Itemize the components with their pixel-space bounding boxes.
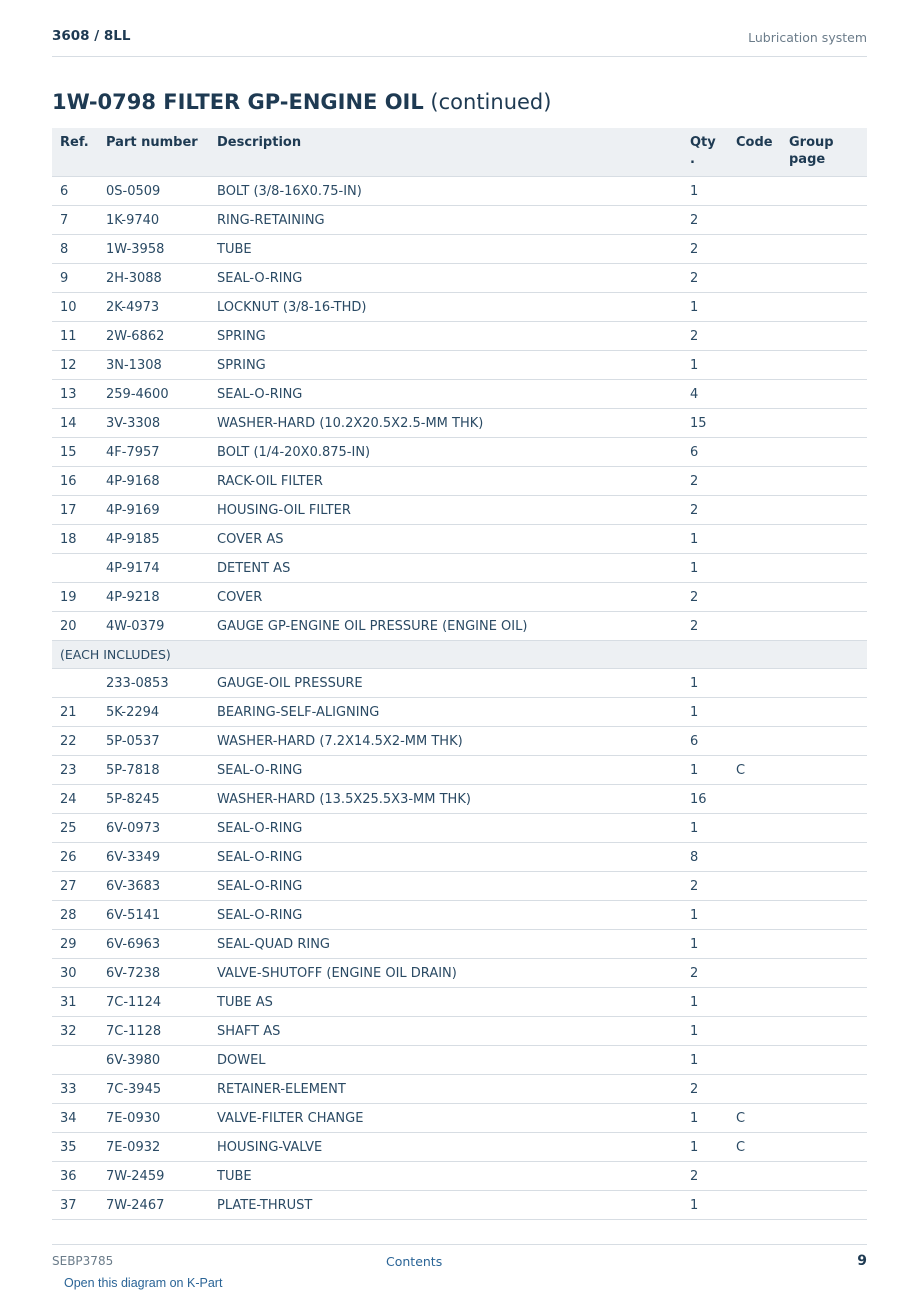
description-cell: GAUGE-OIL PRESSURE [209,669,682,698]
table-row [52,698,867,727]
part-number-cell: 6V-5141 [98,901,209,930]
ref-cell: 30 [52,959,98,988]
qty-cell: 1 [682,293,728,322]
ref-cell: 31 [52,988,98,1017]
description-cell: HOUSING-VALVE [209,1133,682,1162]
part-number-cell: 2H-3088 [98,264,209,293]
table-row [52,756,867,785]
part-number-cell: 5P-0537 [98,727,209,756]
group-page-cell [781,785,867,814]
group-page-cell [781,612,867,641]
ref-cell: 20 [52,612,98,641]
code-cell [728,930,781,959]
description-cell: SEAL-O-RING [209,264,682,293]
table-row [52,901,867,930]
ref-cell: 12 [52,351,98,380]
ref-cell: 24 [52,785,98,814]
code-cell [728,988,781,1017]
table-row [52,1017,867,1046]
code-cell: C [728,1133,781,1162]
code-cell [728,583,781,612]
qty-cell: 2 [682,496,728,525]
part-number-cell: 0S-0509 [98,177,209,206]
col-header-group-page: Group page [781,128,867,177]
part-number-cell: 4P-9174 [98,554,209,583]
title-part-name: 1W-0798 FILTER GP-ENGINE OIL [52,90,424,114]
qty-cell: 2 [682,1162,728,1191]
description-cell: SEAL-O-RING [209,872,682,901]
code-cell [728,1162,781,1191]
qty-cell: 2 [682,467,728,496]
group-page-cell [781,583,867,612]
parts-table [52,128,867,1220]
qty-cell: 1 [682,988,728,1017]
group-page-cell [781,1104,867,1133]
code-cell [728,872,781,901]
code-cell [728,177,781,206]
description-cell: VALVE-SHUTOFF (ENGINE OIL DRAIN) [209,959,682,988]
col-header-qty: Qty . [682,128,728,177]
description-cell: DETENT AS [209,554,682,583]
code-cell [728,206,781,235]
ref-cell: 10 [52,293,98,322]
part-number-cell: 7C-1128 [98,1017,209,1046]
page-footer [52,1244,867,1275]
qty-cell: 16 [682,785,728,814]
code-cell [728,669,781,698]
group-page-cell [781,843,867,872]
part-number-cell: 7W-2467 [98,1191,209,1220]
col-header-part-number: Part number [98,128,209,177]
description-cell: RING-RETAINING [209,206,682,235]
ref-cell [52,554,98,583]
qty-cell: 1 [682,1046,728,1075]
group-page-cell [781,988,867,1017]
part-number-cell: 4W-0379 [98,612,209,641]
part-number-cell: 7W-2459 [98,1162,209,1191]
part-number-cell: 6V-7238 [98,959,209,988]
table-row [52,206,867,235]
table-row [52,814,867,843]
ref-cell: 28 [52,901,98,930]
group-page-cell [781,1162,867,1191]
part-number-cell: 2W-6862 [98,322,209,351]
group-page-cell [781,293,867,322]
code-cell [728,467,781,496]
part-number-cell: 4P-9185 [98,525,209,554]
model-label: 3608 / 8LL [52,28,131,44]
qty-cell: 2 [682,872,728,901]
code-cell [728,409,781,438]
code-cell [728,264,781,293]
group-page-cell [781,1133,867,1162]
table-header-row [52,128,867,177]
code-cell [728,843,781,872]
part-number-cell: 4P-9168 [98,467,209,496]
qty-cell: 2 [682,206,728,235]
part-number-cell: 7C-1124 [98,988,209,1017]
table-row [52,1046,867,1075]
description-cell: SHAFT AS [209,1017,682,1046]
description-cell: SEAL-O-RING [209,814,682,843]
description-cell: WASHER-HARD (10.2X20.5X2.5-MM THK) [209,409,682,438]
group-page-cell [781,409,867,438]
part-number-cell: 6V-0973 [98,814,209,843]
qty-cell: 15 [682,409,728,438]
qty-cell: 1 [682,351,728,380]
table-row [52,554,867,583]
part-number-cell: 4F-7957 [98,438,209,467]
part-number-cell: 259-4600 [98,380,209,409]
code-cell [728,322,781,351]
table-row [52,872,867,901]
description-cell: BEARING-SELF-ALIGNING [209,698,682,727]
code-cell [728,1075,781,1104]
title-continued: (continued) [423,90,552,114]
qty-cell: 1 [682,698,728,727]
qty-cell: 2 [682,959,728,988]
group-page-cell [781,235,867,264]
qty-cell: 2 [682,235,728,264]
group-page-cell [781,264,867,293]
code-cell [728,1017,781,1046]
qty-cell: 1 [682,1017,728,1046]
code-cell [728,525,781,554]
code-cell [728,785,781,814]
page-header [52,28,867,57]
ref-cell: 13 [52,380,98,409]
ref-cell: 17 [52,496,98,525]
qty-cell: 1 [682,814,728,843]
table-row [52,959,867,988]
group-page-cell [781,1191,867,1220]
qty-cell: 2 [682,612,728,641]
qty-cell: 8 [682,843,728,872]
part-number-cell: 7E-0930 [98,1104,209,1133]
ref-cell: 14 [52,409,98,438]
qty-cell: 6 [682,438,728,467]
includes-note: (EACH INCLUDES) [52,641,867,669]
col-header-code: Code [728,128,781,177]
qty-cell: 2 [682,583,728,612]
qty-cell: 1 [682,525,728,554]
table-row [52,496,867,525]
ref-cell: 8 [52,235,98,264]
table-row [52,1133,867,1162]
code-cell [728,901,781,930]
part-number-cell: 233-0853 [98,669,209,698]
description-cell: BOLT (1/4-20X0.875-IN) [209,438,682,467]
description-cell: PLATE-THRUST [209,1191,682,1220]
ref-cell: 34 [52,1104,98,1133]
part-number-cell: 7C-3945 [98,1075,209,1104]
group-page-cell [781,177,867,206]
description-cell: SPRING [209,322,682,351]
table-row [52,785,867,814]
table-row [52,438,867,467]
col-header-ref: Ref. [52,128,98,177]
ref-cell: 36 [52,1162,98,1191]
group-page-cell [781,756,867,785]
ref-cell: 7 [52,206,98,235]
contents-link[interactable]: Contents [386,1254,443,1269]
table-row [52,380,867,409]
qty-cell: 4 [682,380,728,409]
description-cell: RACK-OIL FILTER [209,467,682,496]
part-number-cell: 3N-1308 [98,351,209,380]
code-cell [728,235,781,264]
group-page-cell [781,872,867,901]
qty-cell: 1 [682,1191,728,1220]
ref-cell: 26 [52,843,98,872]
ref-cell: 35 [52,1133,98,1162]
part-number-cell: 5K-2294 [98,698,209,727]
qty-cell: 1 [682,669,728,698]
table-row [52,583,867,612]
ref-cell: 32 [52,1017,98,1046]
qty-cell: 1 [682,554,728,583]
description-cell: SEAL-O-RING [209,843,682,872]
description-cell: VALVE-FILTER CHANGE [209,1104,682,1133]
group-page-cell [781,698,867,727]
table-row [52,177,867,206]
group-page-cell [781,525,867,554]
table-row [52,351,867,380]
group-page-cell [781,814,867,843]
table-row [52,264,867,293]
table-row [52,1162,867,1191]
table-row [52,1104,867,1133]
description-cell: TUBE AS [209,988,682,1017]
description-cell: GAUGE GP-ENGINE OIL PRESSURE (ENGINE OIL) [209,612,682,641]
table-body [52,177,867,1220]
table-row [52,467,867,496]
description-cell: COVER AS [209,525,682,554]
table-row [52,525,867,554]
table-row [52,409,867,438]
table-row [52,1075,867,1104]
description-cell: TUBE [209,235,682,264]
group-page-cell [781,496,867,525]
part-number-cell: 6V-3683 [98,872,209,901]
description-cell: WASHER-HARD (7.2X14.5X2-MM THK) [209,727,682,756]
description-cell: HOUSING-OIL FILTER [209,496,682,525]
page-title [52,90,551,114]
group-page-cell [781,438,867,467]
code-cell [728,438,781,467]
qty-cell: 1 [682,1104,728,1133]
part-number-cell: 1K-9740 [98,206,209,235]
table-row [52,235,867,264]
group-page-cell [781,930,867,959]
code-cell [728,727,781,756]
table-row [52,612,867,641]
qty-cell: 2 [682,264,728,293]
ref-cell: 29 [52,930,98,959]
code-cell [728,1046,781,1075]
ref-cell: 15 [52,438,98,467]
ref-cell: 6 [52,177,98,206]
group-page-cell [781,467,867,496]
qty-cell: 6 [682,727,728,756]
group-page-cell [781,554,867,583]
description-cell: SEAL-O-RING [209,756,682,785]
ref-cell: 25 [52,814,98,843]
description-cell: SPRING [209,351,682,380]
description-cell: SEAL-QUAD RING [209,930,682,959]
part-number-cell: 3V-3308 [98,409,209,438]
group-page-cell [781,727,867,756]
part-number-cell: 1W-3958 [98,235,209,264]
code-cell: C [728,1104,781,1133]
table-row [52,930,867,959]
description-cell: BOLT (3/8-16X0.75-IN) [209,177,682,206]
table-row [52,727,867,756]
table-row [52,1191,867,1220]
part-number-cell: 5P-7818 [98,756,209,785]
ref-cell: 16 [52,467,98,496]
ref-cell: 11 [52,322,98,351]
description-cell: SEAL-O-RING [209,380,682,409]
code-cell [728,814,781,843]
description-cell: RETAINER-ELEMENT [209,1075,682,1104]
code-cell [728,351,781,380]
description-cell: COVER [209,583,682,612]
qty-cell: 1 [682,177,728,206]
document-id: SEBP3785 [52,1254,114,1268]
part-number-cell: 5P-8245 [98,785,209,814]
part-number-cell: 7E-0932 [98,1133,209,1162]
table-row [52,988,867,1017]
qty-cell: 1 [682,901,728,930]
code-cell [728,1191,781,1220]
ref-cell: 18 [52,525,98,554]
code-cell [728,698,781,727]
page-number: 9 [857,1253,867,1269]
ref-cell: 9 [52,264,98,293]
table-row [52,322,867,351]
part-number-cell: 6V-6963 [98,930,209,959]
ref-cell [52,669,98,698]
group-page-cell [781,1017,867,1046]
description-cell: SEAL-O-RING [209,901,682,930]
ref-cell: 19 [52,583,98,612]
qty-cell: 1 [682,1133,728,1162]
description-cell: DOWEL [209,1046,682,1075]
code-cell: C [728,756,781,785]
table-row [52,843,867,872]
col-header-description: Description [209,128,682,177]
qty-cell: 2 [682,1075,728,1104]
ref-cell: 37 [52,1191,98,1220]
ref-cell: 21 [52,698,98,727]
section-label: Lubrication system [748,30,867,45]
group-page-cell [781,206,867,235]
qty-cell: 2 [682,322,728,351]
group-page-cell [781,380,867,409]
ref-cell: 33 [52,1075,98,1104]
description-cell: TUBE [209,1162,682,1191]
ref-cell: 27 [52,872,98,901]
group-page-cell [781,1075,867,1104]
ref-cell [52,1046,98,1075]
description-cell: WASHER-HARD (13.5X25.5X3-MM THK) [209,785,682,814]
group-page-cell [781,1046,867,1075]
part-number-cell: 6V-3980 [98,1046,209,1075]
code-cell [728,293,781,322]
code-cell [728,554,781,583]
group-page-cell [781,669,867,698]
code-cell [728,612,781,641]
includes-note-row [52,641,867,669]
ref-cell: 22 [52,727,98,756]
description-cell: LOCKNUT (3/8-16-THD) [209,293,682,322]
qty-cell: 1 [682,756,728,785]
group-page-cell [781,322,867,351]
code-cell [728,959,781,988]
part-number-cell: 4P-9169 [98,496,209,525]
part-number-cell: 2K-4973 [98,293,209,322]
table-row [52,669,867,698]
part-number-cell: 6V-3349 [98,843,209,872]
group-page-cell [781,351,867,380]
qty-cell: 1 [682,930,728,959]
code-cell [728,380,781,409]
ref-cell: 23 [52,756,98,785]
group-page-cell [781,901,867,930]
group-page-cell [781,959,867,988]
table-row [52,293,867,322]
part-number-cell: 4P-9218 [98,583,209,612]
code-cell [728,496,781,525]
kpart-diagram-link[interactable]: Open this diagram on K-Part [64,1276,223,1290]
